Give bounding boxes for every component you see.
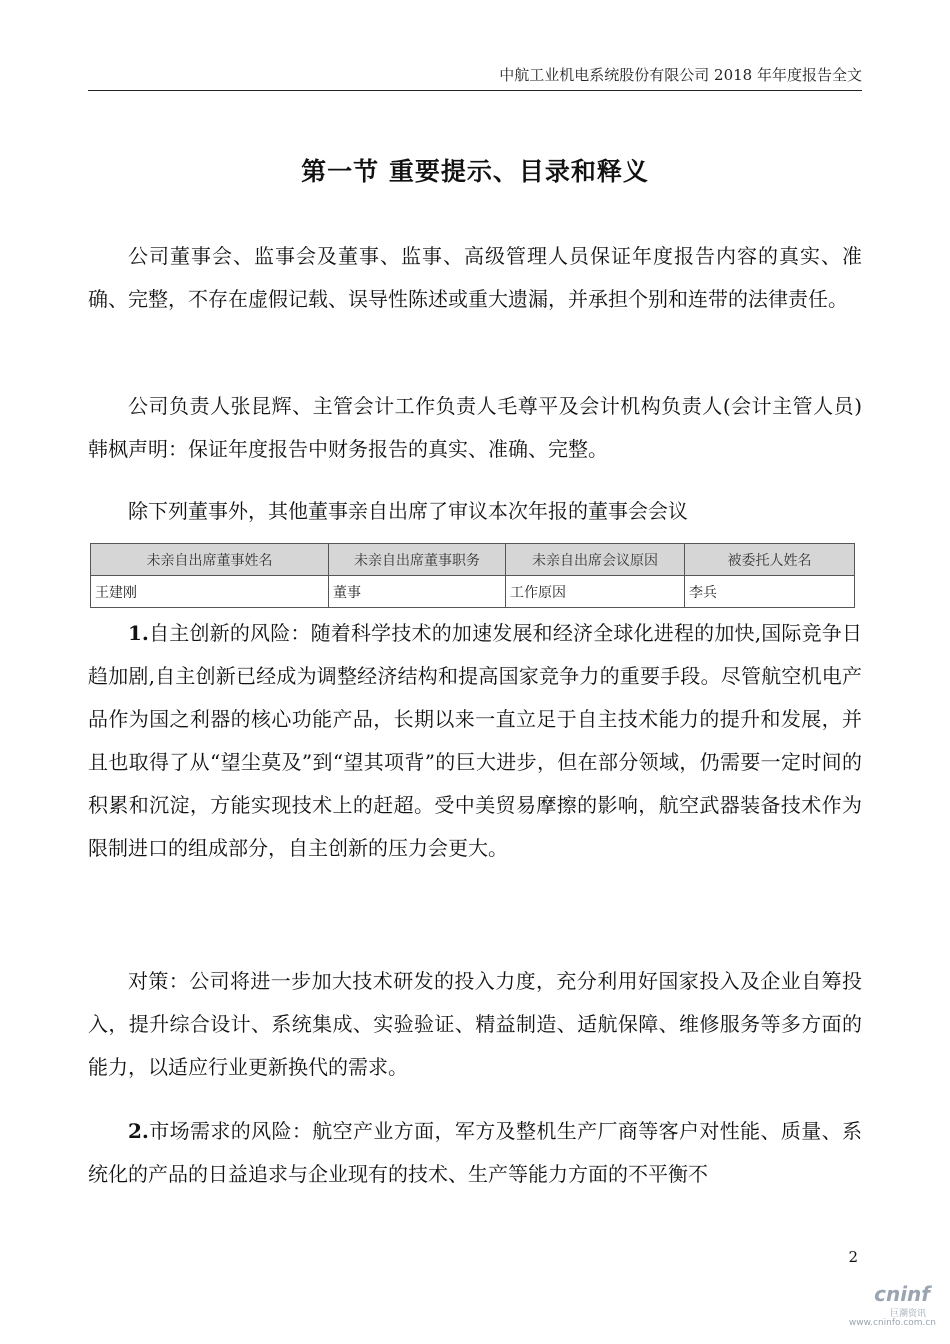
- table-header-row: [91, 544, 855, 576]
- absent-directors-table: [90, 543, 855, 608]
- paragraph-countermeasure: 对策：公司将进一步加大技术研发的投入力度，充分利用好国家投入及企业自筹投入，提升综合设计、系统集成、实验验证、精益制造、适航保障、维修服务等多方面的能力，以适应行业更新换代的需求。: [88, 969, 862, 1079]
- risk-number: 2.: [128, 1119, 149, 1143]
- paragraph-attendance-note: 除下列董事外，其他董事亲自出席了审议本次年报的董事会会议: [128, 499, 688, 523]
- table-header-cell: 未亲自出席董事姓名: [91, 544, 329, 576]
- table-cell: 李兵: [685, 576, 855, 608]
- watermark-cn-name: 巨潮资讯: [889, 1309, 926, 1319]
- risk-text: 市场需求的风险：航空产业方面，军方及整机生产厂商等客户对性能、质量、系统化的产品的日益追求与企业现有的技术、生产等能力方面的不平衡不: [88, 1119, 862, 1186]
- table-header-cell: 被委托人姓名: [685, 544, 855, 576]
- page-number: 2: [848, 1248, 858, 1266]
- risk-number: 1.: [128, 621, 149, 645]
- header-text: 中航工业机电系统股份有限公司 2018 年年度报告全文: [499, 66, 862, 84]
- page-header: [88, 62, 862, 91]
- watermark-brand: cninf: [874, 1282, 930, 1306]
- table-cell: 董事: [329, 576, 506, 608]
- watermark-url: www.cninfo.com.cn: [848, 1318, 936, 1328]
- paragraph-risk-market: [88, 1110, 862, 1196]
- table-row: [91, 576, 855, 608]
- table-header-cell: 未亲自出席会议原因: [506, 544, 685, 576]
- paragraph-responsible-persons: 公司负责人张昆辉、主管会计工作负责人毛尊平及会计机构负责人(会计主管人员)韩枫声明：保证年度报告中财务报告的真实、准确、完整。: [88, 394, 862, 461]
- paragraph-risk-innovation: [88, 612, 862, 870]
- section-title: 第一节 重要提示、目录和释义: [301, 157, 649, 186]
- table-cell: 王建刚: [91, 576, 329, 608]
- paragraph-board-guarantee: 公司董事会、监事会及董事、监事、高级管理人员保证年度报告内容的真实、准确、完整，不存在虚假记载、误导性陈述或重大遗漏，并承担个别和连带的法律责任。: [88, 244, 862, 311]
- table-header-cell: 未亲自出席董事职务: [329, 544, 506, 576]
- risk-text: 自主创新的风险：随着科学技术的加速发展和经济全球化进程的加快,国际竞争日趋加剧,自主创新已经成为调整经济结构和提高国家竞争力的重要手段。尽管航空机电产品作为国之利器的核心功能产品，长期以来一直立足于自主技术能力的提升和发展，并且也取得了从“望尘莫及”到“望其项背”的巨大进步，但在部分领域，仍需要一定时间的积累和沉淀，方能实现技术上的赶超。受中美贸易摩擦的影响，航空武器装备技术作为限制进口的组成部分，自主创新的压力会更大。: [88, 621, 862, 860]
- table-cell: 工作原因: [506, 576, 685, 608]
- cninfo-watermark-logo: [846, 1282, 936, 1332]
